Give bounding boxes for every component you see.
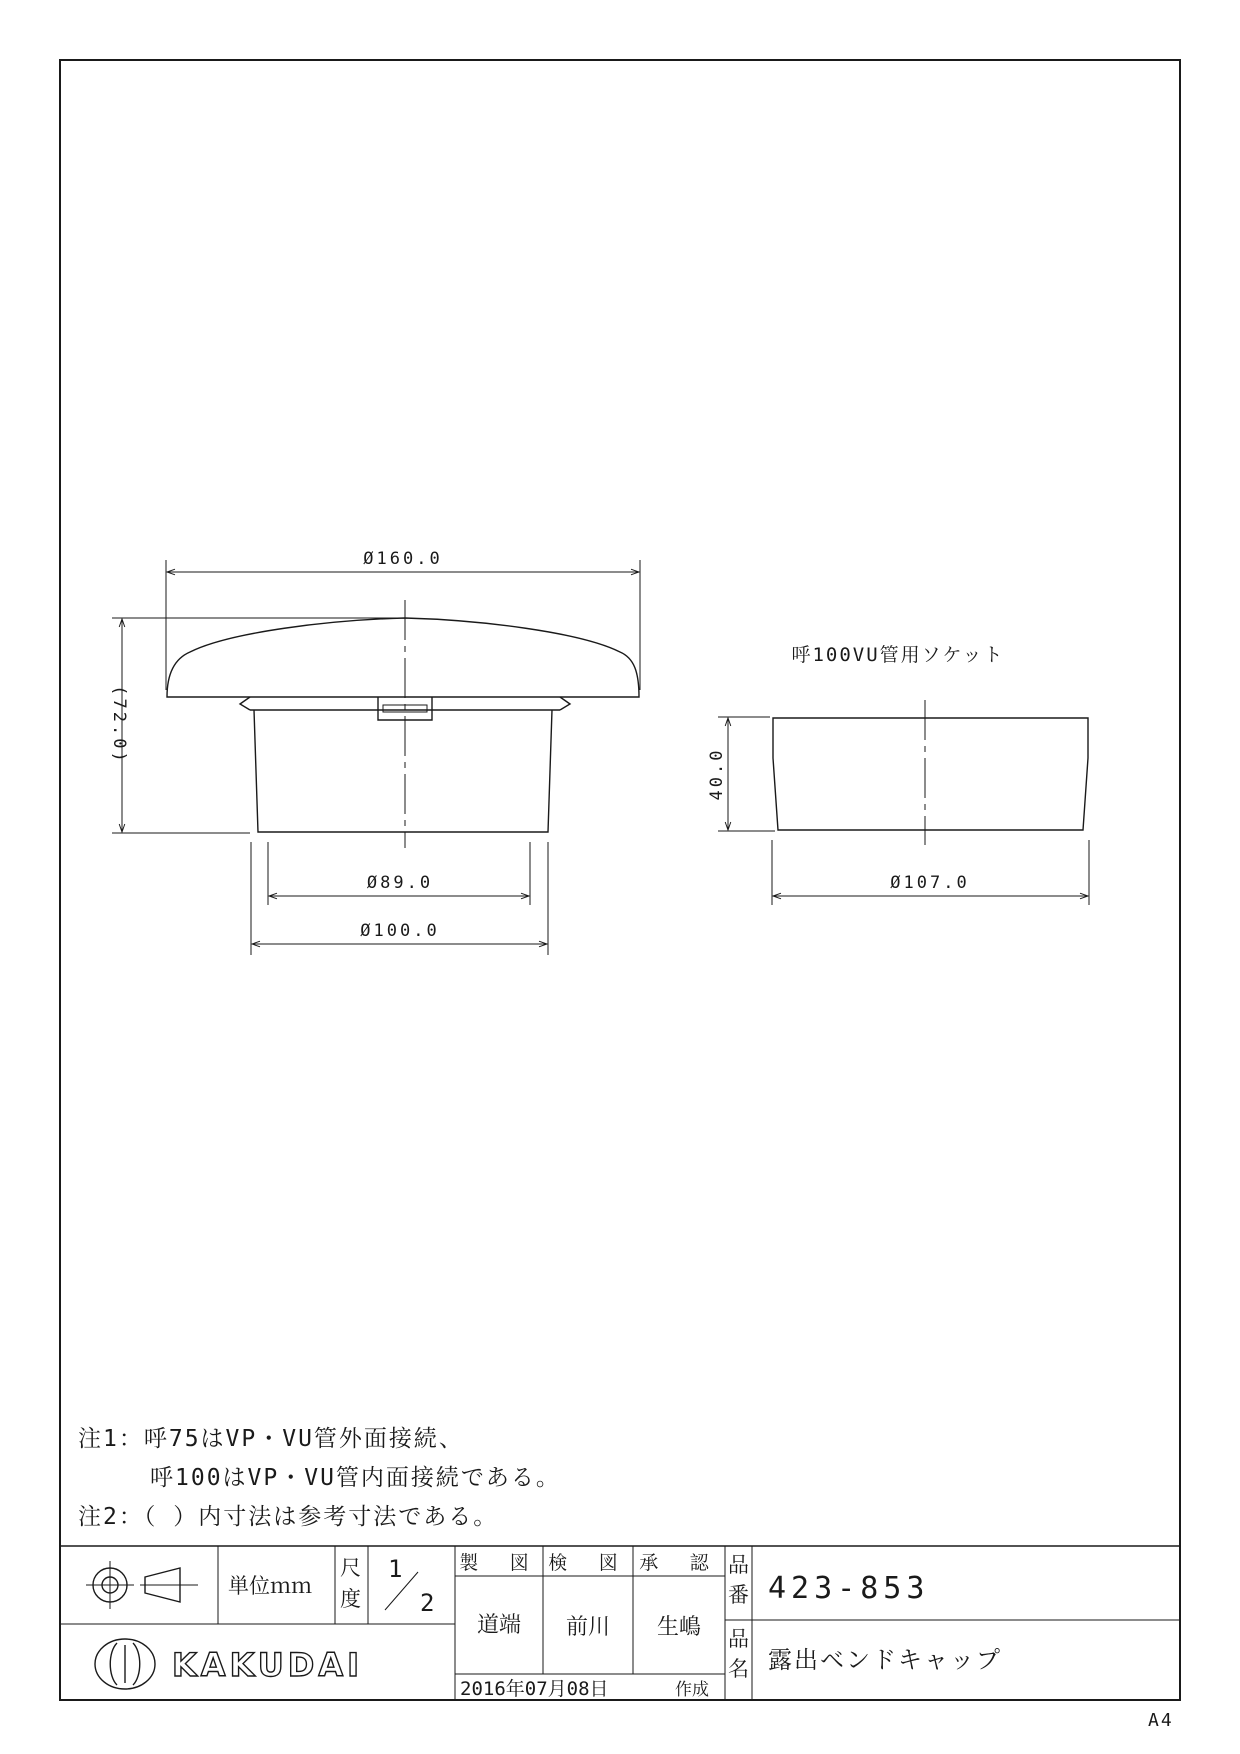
sheet-border xyxy=(60,60,1180,1700)
drawn-by: 道端 xyxy=(476,1613,522,1638)
drawing-date-suffix: 作成 xyxy=(675,1680,709,1700)
note-line-3: 注2：（ ）内寸法は参考寸法である。 xyxy=(78,1504,499,1530)
socket-outline xyxy=(773,718,1088,830)
kakudai-logo-icon xyxy=(95,1639,155,1689)
notes xyxy=(78,1426,561,1530)
socket-title: 呼100VU管用ソケット xyxy=(791,644,1005,666)
title-block xyxy=(60,1546,1180,1700)
checked-by: 前川 xyxy=(565,1615,611,1640)
part-name-label-2: 名 xyxy=(728,1657,749,1681)
note-line-1: 注1：呼75はVP・VU管外面接続、 xyxy=(78,1426,464,1452)
part-no-label-2: 番 xyxy=(728,1583,749,1607)
scale-numerator: 1 xyxy=(388,1555,403,1583)
cap-body xyxy=(254,710,552,832)
part-no-label-1: 品 xyxy=(728,1553,749,1577)
part-name: 露出ベンドキャップ xyxy=(768,1646,1002,1674)
dim-cap-diameter-inner: Ø89.0 xyxy=(366,873,434,893)
unit-label: 単位ｍｍ xyxy=(228,1574,312,1598)
checked-label: 検 図 xyxy=(548,1552,628,1574)
paper-size: A4 xyxy=(1148,1710,1174,1731)
dim-socket-diameter: Ø107.0 xyxy=(890,873,970,893)
socket-view xyxy=(707,644,1089,905)
cap-view xyxy=(109,549,640,955)
scale-denominator: 2 xyxy=(420,1589,435,1617)
part-number: 423-853 xyxy=(768,1571,930,1606)
scale-label-1: 尺 xyxy=(340,1556,361,1580)
note-line-2: 呼100はVP・VU管内面接続である。 xyxy=(150,1465,561,1491)
part-name-label-1: 品 xyxy=(728,1627,749,1651)
dim-cap-height: (72.0) xyxy=(109,685,129,765)
cap-dome xyxy=(167,618,639,697)
approved-label: 承 認 xyxy=(639,1552,719,1574)
dim-cap-diameter-top: Ø160.0 xyxy=(363,549,443,569)
dim-socket-height: 40.0 xyxy=(707,747,727,801)
drawn-label: 製 図 xyxy=(459,1552,539,1574)
scale-label-2: 度 xyxy=(340,1587,361,1611)
drawing-date: 2016年07月08日 xyxy=(460,1678,609,1700)
dim-cap-diameter-outer: Ø100.0 xyxy=(360,921,440,941)
brand-name: KAKUDAI xyxy=(172,1646,364,1684)
approved-by: 生嶋 xyxy=(656,1615,702,1640)
projection-symbol-icon xyxy=(86,1561,198,1609)
